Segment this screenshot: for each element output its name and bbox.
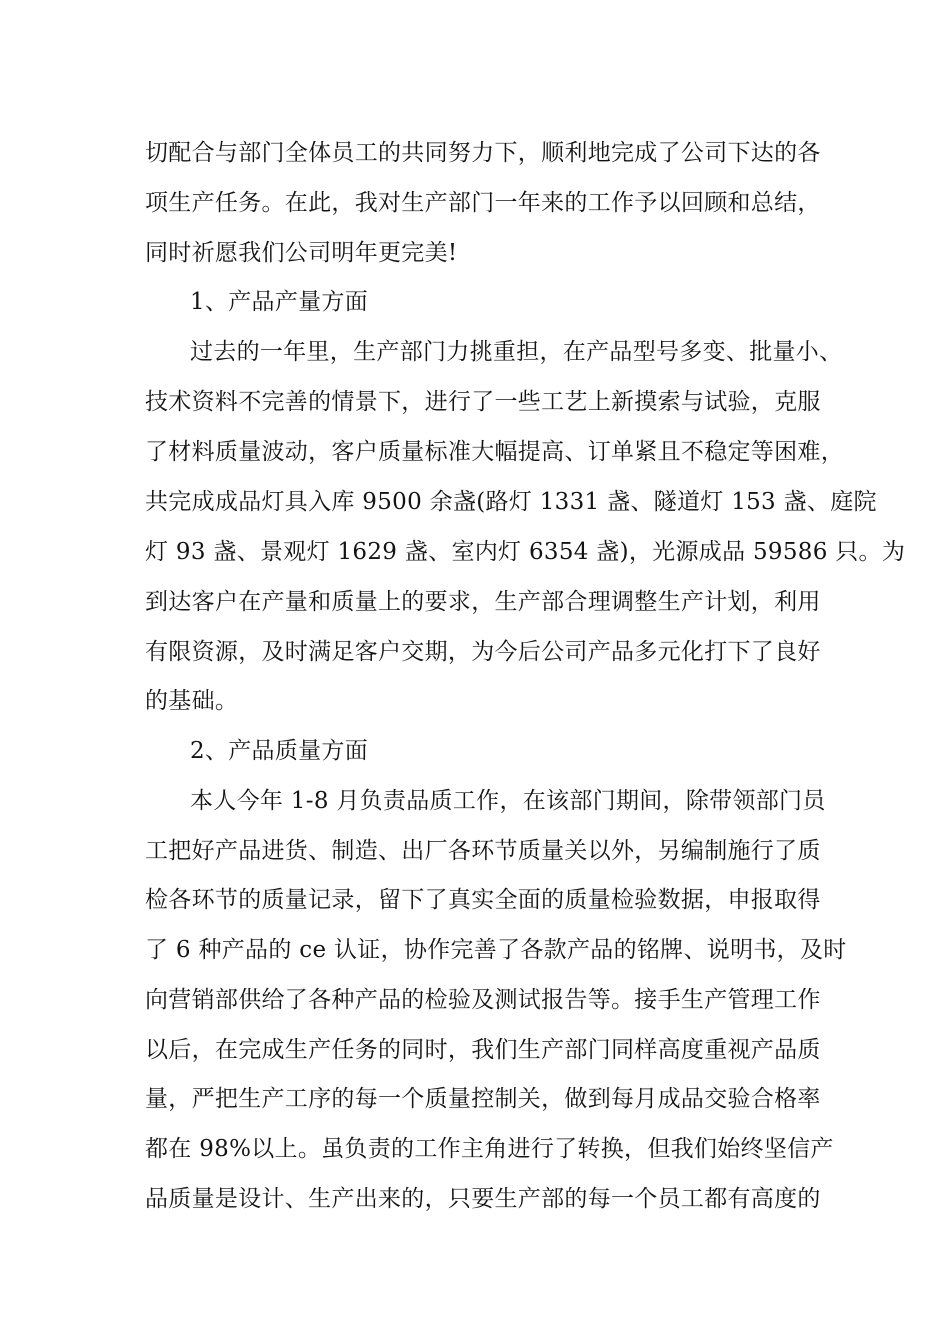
text-line: 技术资料不完善的情景下，进行了一些工艺上新摸索与试验，克服 <box>145 389 821 415</box>
text-line: 了材料质量波动，客户质量标准大幅提高、订单紧且不稳定等困难， <box>145 439 844 465</box>
text-line: 切配合与部门全体员工的共同努力下，顺利地完成了公司下达的各 <box>145 140 821 166</box>
text-line: 共完成成品灯具入库 9500 余盏(路灯 1331 盏、隧道灯 153 盏、庭院 <box>145 489 877 515</box>
text-line: 本人今年 1-8 月负责品质工作，在该部门期间，除带领部门员 <box>190 788 826 814</box>
text-line: 以后，在完成生产任务的同时，我们生产部门同样高度重视产品质 <box>145 1037 821 1063</box>
section-heading: 2、产品质量方面 <box>190 738 369 764</box>
text-line: 都在 98%以上。虽负责的工作主角进行了转换，但我们始终坚信产 <box>145 1136 834 1162</box>
text-line: 项生产任务。在此，我对生产部门一年来的工作予以回顾和总结， <box>145 190 821 216</box>
text-line: 灯 93 盏、景观灯 1629 盏、室内灯 6354 盏)，光源成品 59586 只。为 <box>145 539 906 565</box>
text-line: 工把好产品进货、制造、出厂各环节质量关以外，另编制施行了质 <box>145 838 821 864</box>
text-line: 向营销部供给了各种产品的检验及测试报告等。接手生产管理工作 <box>145 987 821 1013</box>
text-line: 了 6 种产品的 ce 认证，协作完善了各款产品的铭牌、说明书，及时 <box>145 937 847 963</box>
text-line: 量，严把生产工序的每一个质量控制关，做到每月成品交验合格率 <box>145 1086 821 1112</box>
section-heading: 1、产品产量方面 <box>190 289 369 315</box>
text-line: 检各环节的质量记录，留下了真实全面的质量检验数据，申报取得 <box>145 887 821 913</box>
text-line: 品质量是设计、生产出来的，只要生产部的每一个员工都有高度的 <box>145 1186 821 1212</box>
text-line: 的基础。 <box>145 688 239 714</box>
text-line: 同时祈愿我们公司明年更完美! <box>145 240 458 266</box>
text-line: 有限资源，及时满足客户交期，为今后公司产品多元化打下了良好 <box>145 639 821 665</box>
text-line: 到达客户在产量和质量上的要求，生产部合理调整生产计划，利用 <box>145 589 821 615</box>
text-line: 过去的一年里，生产部门力挑重担，在产品型号多变、批量小、 <box>190 339 843 365</box>
